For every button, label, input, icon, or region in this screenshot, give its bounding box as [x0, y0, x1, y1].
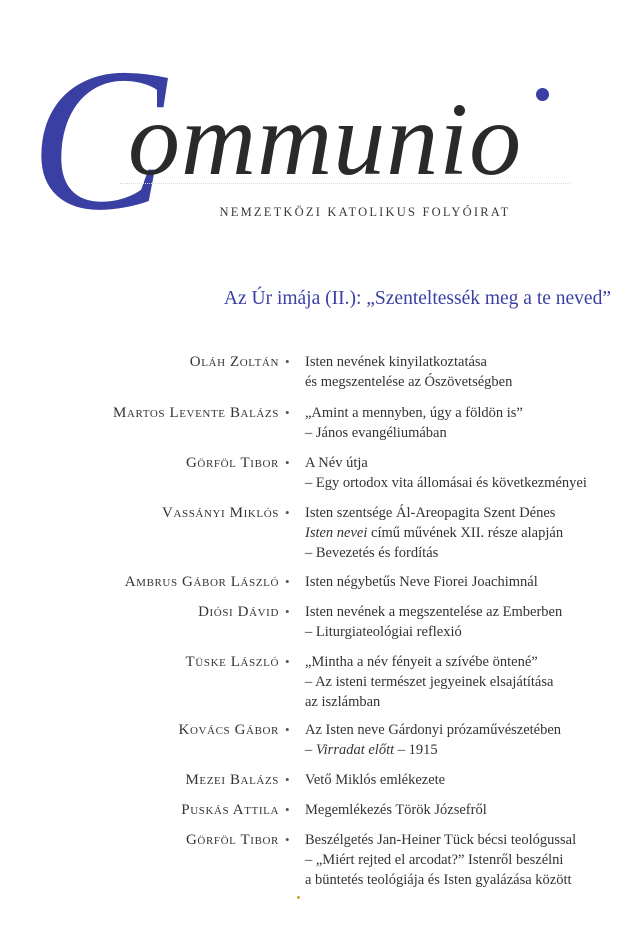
toc-author: Ambrus Gábor László: [124, 574, 279, 590]
bullet-icon: •: [285, 722, 290, 737]
toc-article-title: [305, 352, 635, 392]
bullet-icon: •: [285, 604, 290, 619]
ornament-dot-icon: [297, 896, 300, 899]
toc-article-line: – Liturgiateológiai reflexió: [305, 624, 462, 640]
toc-article-line: Megemlékezés Török Józsefről: [305, 802, 487, 818]
toc-author: Vassányi Miklós: [162, 505, 279, 521]
toc-article-line: Isten nevének a megszentelése az Emberben: [305, 604, 563, 620]
toc-article-title: [305, 453, 635, 493]
bullet-icon: •: [285, 802, 290, 817]
toc-article-line: Az Isten neve Gárdonyi prózaművészetében: [305, 722, 562, 738]
toc-article-line: Isten nevei című művének XII. része alapján: [305, 525, 564, 541]
toc-article-line: a büntetés teológiája és Isten gyalázása között: [305, 872, 572, 888]
toc-article-title: [305, 652, 635, 712]
issue-title: Az Úr imája (II.): „Szenteltessék meg a te neved”: [223, 288, 611, 309]
bullet-icon: •: [285, 832, 290, 847]
toc-article-title: [305, 800, 635, 820]
toc-author: Görföl Tibor: [185, 455, 279, 471]
toc-article-line: – János evangéliumában: [305, 425, 447, 441]
toc-article-title: [305, 403, 635, 443]
toc-article-line: Vető Miklós emlékezete: [305, 772, 446, 788]
toc-article-line: – Virradat előtt – 1915: [305, 742, 438, 758]
journal-subtitle: NEMZETKÖZI KATOLIKUS FOLYÓIRAT: [219, 205, 511, 219]
toc-article-line: – „Miért rejted el arcodat?” Istenről beszélni: [305, 852, 564, 868]
bullet-icon: •: [285, 405, 290, 420]
logo-initial: C: [30, 27, 167, 253]
logo-divider: [120, 183, 570, 184]
toc-author: Oláh Zoltán: [189, 354, 279, 370]
toc-article-title: [305, 770, 635, 790]
masthead: [0, 0, 640, 253]
toc-author: Mezei Balázs: [185, 772, 279, 788]
toc-article-title: [305, 602, 635, 642]
toc-author: Kovács Gábor: [178, 722, 279, 738]
toc-article-line: az iszlámban: [305, 694, 381, 710]
toc-article-line: A Név útja: [305, 455, 368, 471]
bullet-icon: •: [285, 772, 290, 787]
bullet-icon: •: [285, 574, 290, 589]
toc-article-title: [305, 830, 635, 890]
logo-dot-icon: [536, 88, 549, 101]
bullet-icon: •: [285, 455, 290, 470]
toc-article-line: – Egy ortodox vita állomásai és következményei: [305, 475, 587, 491]
toc-article-line: és megszentelése az Ószövetségben: [305, 374, 513, 390]
toc-article-line: Beszélgetés Jan-Heiner Tück bécsi teológussal: [305, 832, 577, 848]
toc-author: Tüske László: [185, 654, 279, 670]
toc-author: Diósi Dávid: [198, 604, 279, 620]
logo-wordmark: ommunio: [128, 82, 523, 197]
bullet-icon: •: [285, 354, 290, 369]
toc-article-line: – Az isteni természet jegyeinek elsajátítása: [305, 674, 554, 690]
toc-author: Görföl Tibor: [185, 832, 279, 848]
toc-article-line: „Mintha a név fényeit a szívébe öntené”: [305, 654, 538, 670]
toc-article-line: Isten nevének kinyilatkoztatása: [305, 354, 487, 370]
toc-article-title: [305, 720, 635, 760]
toc-article-title: [305, 572, 635, 592]
toc-author: Martos Levente Balázs: [112, 405, 279, 421]
toc-article-line: – Bevezetés és fordítás: [305, 545, 439, 561]
toc-article-line: Isten négybetűs Neve Fiorei Joachimnál: [305, 574, 538, 590]
toc-article-line: Isten szentsége Ál-Areopagita Szent Dénes: [305, 505, 556, 521]
toc-article-title: [305, 503, 635, 563]
toc-article-line: „Amint a mennyben, úgy a földön is”: [305, 405, 523, 421]
bullet-icon: •: [285, 654, 290, 669]
bullet-icon: •: [285, 505, 290, 520]
toc-author: Puskás Attila: [181, 802, 279, 818]
